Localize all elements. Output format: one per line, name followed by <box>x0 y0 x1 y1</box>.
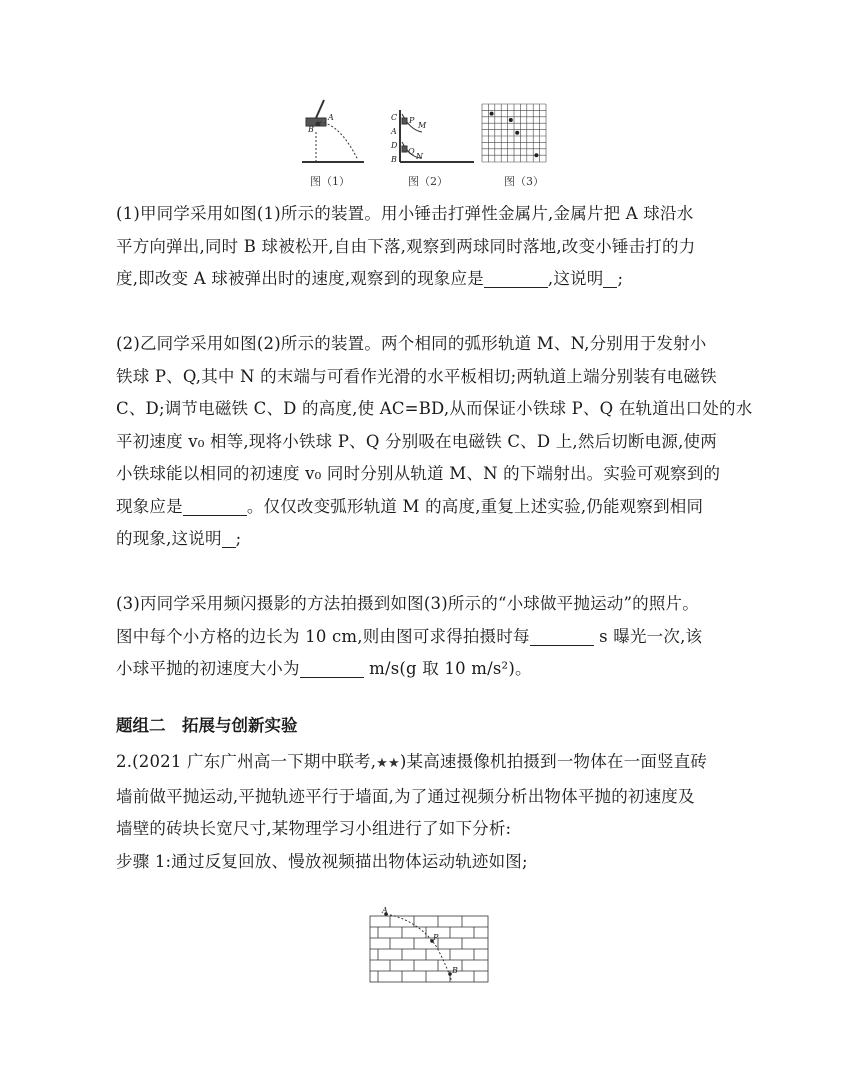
q2-line-7-text: 的现象,这说明 <box>116 529 222 548</box>
q1-line-3-end: ; <box>617 269 624 288</box>
wall-label-b: B <box>452 966 458 975</box>
trajectory-path <box>386 914 452 982</box>
p2-line-4: 步骤 1:通过反复回放、慢放视频描出物体运动轨迹如图; <box>116 851 528 871</box>
q1-line-3-text-2: ,这说明 <box>547 269 604 288</box>
fig2-label-b: B <box>391 155 397 164</box>
q2-line-6-text-2: 。仅仅改变弧形轨道 M 的高度,重复上述实验,仍能观察到相同 <box>246 496 704 516</box>
answer-blank[interactable] <box>603 269 617 288</box>
q2-line-7 <box>116 523 746 556</box>
answer-blank[interactable] <box>484 269 548 288</box>
q2-line-2: 铁球 P、Q,其中 N 的末端与可看作光滑的水平板相切;两轨道上端分别装有电磁铁 <box>116 366 717 386</box>
grid-dot-4 <box>534 153 538 157</box>
fig2-label-m: M <box>418 121 427 130</box>
q1-line-3 <box>116 263 746 296</box>
p2-line-1 <box>116 746 746 781</box>
q2-line-5: 小铁球能以相同的初速度 v₀ 同时分别从轨道 M、N 的下端射出。实验可观察到的 <box>116 464 721 483</box>
answer-blank[interactable] <box>183 497 247 516</box>
answer-blank[interactable] <box>222 529 236 548</box>
fig2-label-q: Q <box>408 147 415 156</box>
question-part-3 <box>116 588 746 686</box>
q1-line-3-text: 度,即改变 A 球被弹出时的速度,观察到的现象应是 <box>116 269 484 288</box>
q1-line-2: 平方向弹出,同时 B 球被松开,自由下落,观察到两球同时落地,改变小锤击打的力 <box>116 236 696 256</box>
q3-line-2-text-2: s 曝光一次,该 <box>593 626 703 646</box>
fig2-label-n: N <box>416 152 423 161</box>
p2-line-1-text: 2.(2021 广东广州高一下期中联考, <box>116 752 377 771</box>
q1-line-1: (1)甲同学采用如图(1)所示的装置。用小锤击打弹性金属片,金属片把 A 球沿水 <box>116 204 694 223</box>
grid-dot-3 <box>515 131 519 135</box>
p2-line-3: 墙壁的砖块长宽尺寸,某物理学习小组进行了如下分析: <box>116 819 512 838</box>
q3-line-1: (3)丙同学采用频闪摄影的方法拍摄到如图(3)所示的“小球做平抛运动”的照片。 <box>116 594 699 613</box>
fig2-label-d: D <box>391 141 398 150</box>
q3-line-3 <box>116 653 746 686</box>
q2-line-6 <box>116 491 746 524</box>
experiment-figures <box>298 96 578 188</box>
section-heading: 题组二 拓展与创新实验 <box>116 716 298 735</box>
difficulty-stars: ★★ <box>376 756 400 771</box>
fig1-label-a: A <box>328 113 334 122</box>
grid-dot-2 <box>509 118 513 122</box>
answer-blank[interactable] <box>300 659 364 678</box>
brick-wall-svg <box>366 906 492 984</box>
answer-blank[interactable] <box>530 627 594 646</box>
q2-line-4: 平初速度 v₀ 相等,现将小铁球 P、Q 分别吸在电磁铁 C、D 上,然后切断电源,使两 <box>116 431 717 451</box>
q2-line-6-text: 现象应是 <box>116 496 183 516</box>
q3-line-2 <box>116 621 746 654</box>
question-part-2 <box>116 328 753 556</box>
question-part-1 <box>116 198 746 296</box>
fig2-label-a: A <box>391 127 397 136</box>
problem-2 <box>116 746 746 878</box>
q3-line-3-text-2: m/s(g 取 10 m/s²)。 <box>363 659 532 678</box>
brick-wall-figure <box>366 906 492 984</box>
q3-line-2-text: 图中每个小方格的边长为 10 cm,则由图可求得拍摄时每 <box>116 626 530 646</box>
wall-label-p: P <box>433 933 439 942</box>
fig1-label-b: B <box>308 125 314 134</box>
caption-fig3: 图（3） <box>504 175 544 188</box>
q2-line-3: C、D;调节电磁铁 C、D 的高度,使 AC=BD,从而保证小铁球 P、Q 在轨道出口处的水 <box>116 399 753 418</box>
p2-line-1-text-2: )某高速摄像机拍摄到一物体在一面竖直砖 <box>399 752 708 771</box>
grid-dot-1 <box>490 112 494 116</box>
p2-line-2: 墙前做平抛运动,平抛轨迹平行于墙面,为了通过视频分析出物体平抛的初速度及 <box>116 786 695 806</box>
q2-line-1: (2)乙同学采用如图(2)所示的装置。两个相同的弧形轨道 M、N,分别用于发射小 <box>116 334 707 353</box>
fig2-label-c: C <box>391 113 398 122</box>
wall-label-a: A <box>382 906 388 915</box>
caption-fig1: 图（1） <box>310 175 350 188</box>
fig2-label-p: P <box>409 116 415 125</box>
brick-grid <box>370 916 488 982</box>
q2-line-7-end: ; <box>235 529 242 548</box>
q3-line-3-text: 小球平抛的初速度大小为 <box>116 659 300 678</box>
caption-fig2: 图（2） <box>408 175 448 188</box>
